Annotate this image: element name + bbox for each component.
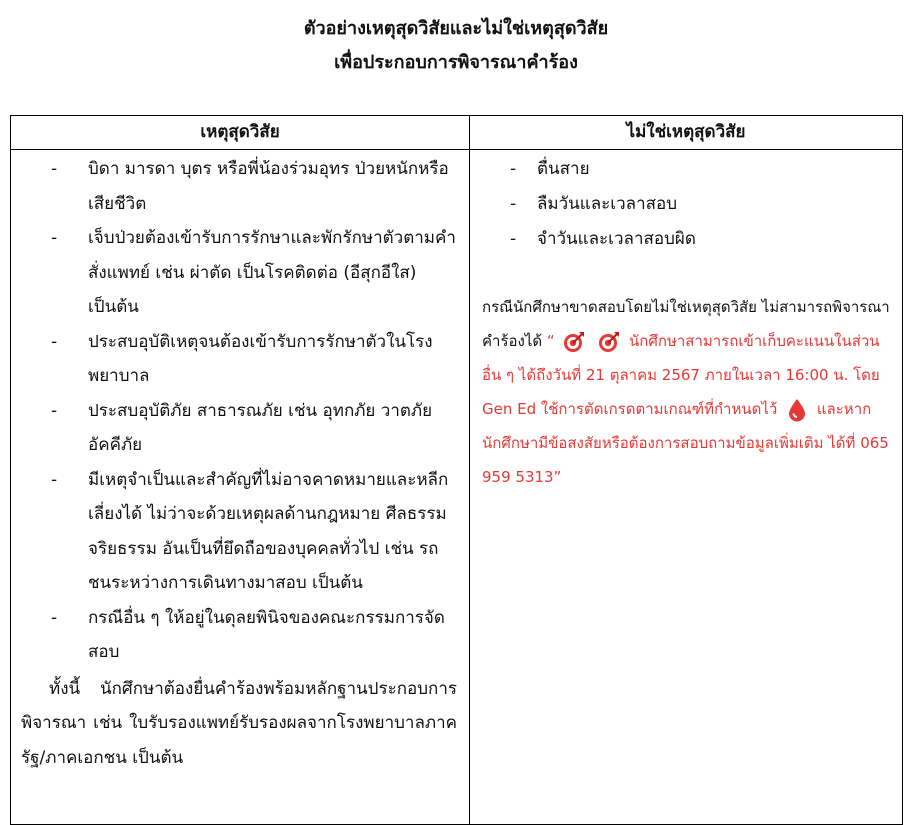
list-item [11,152,469,221]
note-black-text: กรณีนักศึกษาขาดสอบโดยไม่ใช่เหตุสุดวิสัย ไม่สามารถพิจารณาคำร้องได้ [482,298,890,350]
list-item [11,221,469,325]
comparison-table [10,115,903,825]
left-column-header: เหตุสุดวิสัย [200,122,280,142]
list-item [470,222,902,257]
list-item [11,601,469,670]
dash-bullet: - [51,159,58,179]
right-column [470,150,902,486]
document-title-line1: ตัวอย่างเหตุสุดวิสัยและไม่ใช่เหตุสุดวิสัย [303,18,609,39]
list-item-text: บิดา มารดา บุตร หรือพี่น้องร่วมอุทร ป่วยหนักหรือเสียชีวิต [88,159,449,214]
not-force-majeure-note [482,290,890,494]
note-red-text-contact: และหากนักศึกษามีข้อสงสัยหรือต้องการสอบถามข้อมูลเพิ่มเติม ได้ที่ 065 959 5313” [482,400,889,486]
dash-bullet: - [510,229,517,249]
left-column [11,150,469,775]
list-item-text: ตื่นสาย [537,159,590,179]
list-item-text: กรณีอื่น ๆ ให้อยู่ในดุลยพินิจของคณะกรรมการจัดสอบ [88,607,445,662]
list-item-text: ประสบอุบัติภัย สาธารณภัย เช่น อุทกภัย วาตภัย อัคคีภัย [88,400,433,455]
list-item-text: มีเหตุจำเป็นและสำคัญที่ไม่อาจคาดหมายและหลีกเลี่ยงได้ ไม่ว่าจะด้วยเหตุผลด้านกฎหมาย ศีลธรรม จริยธรรม อันเป็นที่ยึดถือของบุคคลทั่วไป เช่น รถชนระหว่างการเดินทางมาสอบ เป็นต้น [88,469,449,593]
document-title-line2: เพื่อประกอบการพิจารณาคำร้อง [334,52,578,73]
list-item [470,152,902,187]
list-item [11,325,469,394]
list-item-text: ลืมวันและเวลาสอบ [537,194,677,214]
list-item [470,187,902,222]
dash-bullet: - [51,228,58,248]
evidence-note [11,670,469,776]
list-item-text: เจ็บป่วยต้องเข้ารับการรักษาและพักรักษาตัวตามคำสั่งแพทย์ เช่น ผ่าตัด เป็นโรคติดต่อ (อีสุกอีใส) เป็นต้น [88,228,456,317]
target-icon [597,330,621,354]
note-open-quote: “ [546,332,555,350]
list-item [11,463,469,601]
note-red-text: นักศึกษาสามารถเข้าเก็บคะแนนในส่วนอื่น ๆ ได้ถึงวันที่ 21 ตุลาคม 2567 ภายในเวลา 16:00 น. โดย Gen Ed ใช้การตัดเกรดตามเกณฑ์ที่กำหนดไว้ [482,332,880,418]
list-item [11,394,469,463]
dash-bullet: - [51,469,58,490]
evidence-note-text: ทั้งนี้ นักศึกษาต้องยื่นคำร้องพร้อมหลักฐานประกอบการพิจารณา เช่น ใบรับรองแพทย์รับรองผลจากโรงพยาบาลภาครัฐ/ภาคเอกชน เป็นต้น [21,678,457,768]
dash-bullet: - [51,400,58,421]
blood-drop-icon [785,398,809,422]
dash-bullet: - [510,159,517,179]
list-item-text: ประสบอุบัติเหตุจนต้องเข้ารับการรักษาตัวในโรงพยาบาล [88,331,433,386]
target-icon [562,330,586,354]
dash-bullet: - [51,331,58,352]
dash-bullet: - [51,607,58,628]
dash-bullet: - [510,194,517,214]
right-column-header: ไม่ใช่เหตุสุดวิสัย [626,122,746,142]
list-item-text: จำวันและเวลาสอบผิด [537,229,696,249]
